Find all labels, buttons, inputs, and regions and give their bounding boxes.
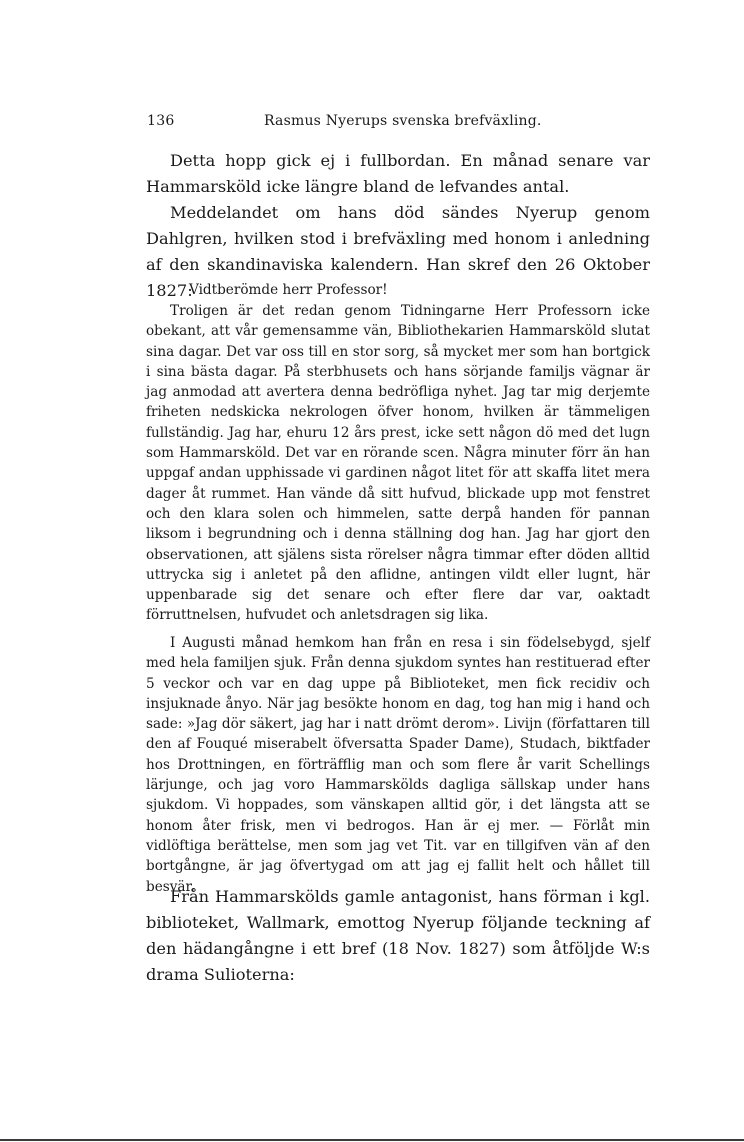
- letter-paragraph-2: I Augusti månad hemkom han från en resa i sin födelsebygd, sjelf med hela familjen sjuk. Från denna sjukdom syntes han restituerad efter 5 veckor och var en dag uppe på Biblioteket, men fick recidiv och insjuknade ånyo. När jag besökte honom en dag, tog han mig i hand och sade: »Jag dör säkert, jag har i natt drömt derom». Livijn (författaren till den af Fouqué miserabelt öfversatta Spader Dame), Studach, biktfader hos Drottningen, en förträfflig man och som flere år varit Schellings lärjunge, och jag voro Hammarskölds dagliga sällskap under hans sjukdom. Vi hoppades, som vänskapen alltid gör, i det längsta att se honom åter frisk, men vi bedrogos. Han är ej mer. — Förlåt min vidlöftiga berättelse, men som jag vet Tit. var en tillgifven vän af den bortgångne, är jag öfvertygad om att jag ej fallit helt och hållet till besvär.: [146, 635, 650, 895]
- letter-salutation: Vidtberömde herr Professor!: [189, 282, 388, 298]
- paragraph-3: Från Hammarskölds gamle antagonist, hans förman i kgl. biblioteket, Wallmark, emottog Nyerup följande teckning af den hädangångne i ett bref (18 Nov. 1827) som åtföljde W:s drama Sulioterna:: [146, 887, 650, 984]
- paragraph-1: Detta hopp gick ej i fullbordan. En månad senare var Hammarsköld icke längre bland de lefvandes antal.: [146, 151, 650, 196]
- letter-paragraph-1: Troligen är det redan genom Tidningarne Herr Professorn icke obekant, att vår gemensamme vän, Bibliothekarien Hammarsköld slutat sina dagar. Det var oss till en stor sorg, så mycket mer som han bortgick i sina bästa dagar. På sterbhusets och hans sörjande familjs vägnar är jag anmodad att avertera denna bedröfliga nyhet. Jag tar mig derjemte friheten nedskicka nekrologen öfver honom, hvilken är tämmeligen fullständig. Jag har, ehuru 12 års prest, icke sett någon dö med det lugn som Hammarsköld. Det var en rörande scen. Några minuter förr än han uppgaf andan upphissade vi gardinen något litet för att skaffa litet mera dager åt rummet. Han vände då sitt hufvud, blickade upp mot fenstret och den klara solen och himmelen, satte derpå handen för pannan liksom i begrundning och i denna ställning dog han. Jag har gjort den observationen, att själens sista rörelser några timmar efter döden alltid uttrycka sig i anletet på den aflidne, antingen vildt eller lugnt, här uppenbarade sig det senare och efter flere dar var, oaktadt förruttnelsen, hufvudet och anletsdragen sig lika.: [146, 303, 650, 624]
- page-number: 136: [147, 113, 175, 129]
- scan-edge-line: [0, 1139, 744, 1141]
- paragraph-2: Meddelandet om hans död sändes Nyerup genom Dahlgren, hvilken stod i brefväxling med honom i anledning af den skandinaviska kalendern. Han skref den 26 Oktober 1827:: [146, 203, 650, 300]
- running-head: Rasmus Nyerups svenska brefväxling.: [264, 113, 542, 129]
